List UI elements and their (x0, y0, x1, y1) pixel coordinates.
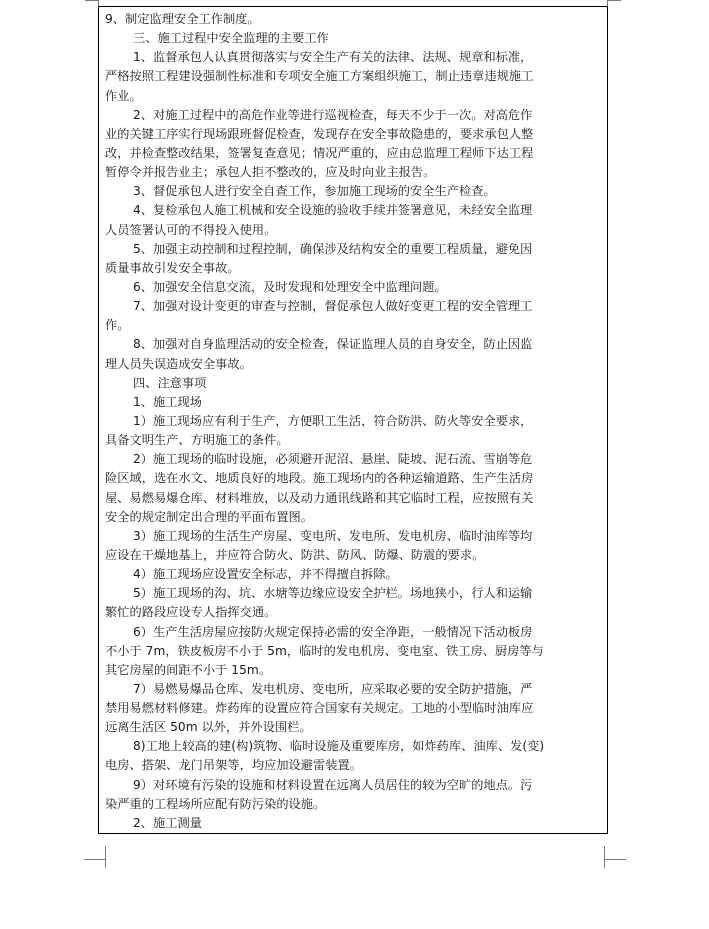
text-line: 6）生产生活房屋应按防火规定保持必需的安全净距，一般情况下活动板房 (133, 624, 533, 639)
text-line: 安全的规定制定出合理的平面布置图。 (105, 509, 314, 524)
text-line: 9）对环境有污染的设施和材料设置在远离人员居住的较为空旷的地点。污 (133, 777, 533, 792)
text-line: 8)工地上较高的建(构)筑物、临时设施及重要库房，如炸药库、油库、发(变) (133, 739, 545, 754)
text-line: 6、加强安全信息交流，及时发现和处理安全中监理问题。 (133, 279, 447, 294)
text-line: 1、施工现场 (133, 394, 202, 409)
text-line: 2、施工测量 (133, 815, 202, 830)
text-line: 5）施工现场的沟、坑、水塘等边缘应设安全护栏。场地狭小，行人和运输 (133, 586, 533, 601)
text-line: 险区域，选在水文、地质良好的地段。施工现场内的各种运输道路、生产生活房 (105, 471, 534, 486)
text-line: 四、注意事项 (133, 375, 207, 390)
text-line: 3）施工现场的生活生产房屋、变电所、发电所、发电机房、临时油库等均 (133, 528, 533, 543)
top-right-crop-mark (607, 0, 621, 14)
text-line: 三、施工过程中安全监理的主要工作 (133, 31, 329, 46)
text-line: 电房、搭架、龙门吊架等，均应加设避雷装置。 (105, 758, 362, 773)
text-line: 7、加强对设计变更的审查与控制，督促承包人做好变更工程的安全管理工 (133, 299, 533, 314)
text-line: 理人员失误造成安全事故。 (105, 356, 252, 371)
text-line: 作。 (105, 318, 130, 333)
text-line: 繁忙的路段应设专人指挥交通。 (105, 605, 277, 620)
text-line: 其它房屋的间距不小于 15m。 (105, 662, 272, 677)
text-line: 改，并检查整改结果，签署复查意见；情况严重的，应由总监理工程师下达工程 (105, 145, 534, 160)
text-line: 4、复检承包人施工机械和安全设施的验收手续并签署意见，未经安全监理 (133, 203, 533, 218)
text-line: 3、督促承包人进行安全自查工作，参加施工现场的安全生产检查。 (133, 184, 496, 199)
text-line: 严格按照工程建设强制性标准和专项安全施工方案组织施工，制止违章违规施工 (105, 69, 534, 84)
text-line: 作业。 (105, 88, 142, 103)
document-text-frame (98, 6, 608, 834)
text-line: 5、加强主动控制和过程控制，确保涉及结构安全的重要工程质量，避免因 (133, 241, 533, 256)
text-line: 屋、易燃易爆仓库、材料堆放，以及动力通讯线路和其它临时工程，应按照有关 (105, 490, 534, 505)
text-line: 不小于 7m，铁皮板房不小于 5m，临时的发电机房、变电室、铁工房、厨房等与 (105, 643, 544, 658)
bottom-left-crop-mark (84, 846, 106, 868)
text-line: 具备文明生产、方明施工的条件。 (105, 433, 289, 448)
text-line: 质量事故引发安全事故。 (105, 260, 240, 275)
text-line: 业的关键工序实行现场跟班督促检查，发现存在安全事故隐患的，要求承包人整 (105, 126, 534, 141)
text-line: 人员签署认可的不得投入使用。 (105, 222, 277, 237)
text-line: 染严重的工程场所应配有防污染的设施。 (105, 796, 326, 811)
text-line: 2）施工现场的临时设施，必须避开泥沼、悬崖、陡坡、泥石流、雪崩等危 (133, 452, 533, 467)
text-line: 4）施工现场应设置安全标志，并不得擅自拆除。 (133, 567, 398, 582)
text-line: 1、监督承包人认真贯彻落实与安全生产有关的法律、法规、规章和标准， (133, 50, 533, 65)
text-line: 1）施工现场应有利于生产，方便职工生活，符合防洪、防火等安全要求， (133, 413, 533, 428)
text-line: 应设在干燥地基上，并应符合防火、防洪、防风、防爆、防震的要求。 (105, 547, 485, 562)
bottom-right-crop-mark (604, 846, 626, 868)
text-line: 2、对施工过程中的高危作业等进行巡视检查，每天不少于一次。对高危作 (133, 107, 533, 122)
text-line: 7）易燃易爆品仓库、发电机房、变电所，应采取必要的安全防护措施，严 (133, 681, 533, 696)
text-line: 暂停令并报告业主；承包人拒不整改的，应及时向业主报告。 (105, 165, 436, 180)
text-line: 禁用易燃材料修建。炸药库的设置应符合国家有关规定。工地的小型临时油库应 (105, 701, 534, 716)
top-left-crop-mark (85, 0, 99, 14)
text-line: 远离生活区 50m 以外，并外设围栏。 (105, 720, 312, 735)
text-line: 9、制定监理安全工作制度。 (105, 12, 260, 26)
text-line: 8、加强对自身监理活动的安全检查，保证监理人员的自身安全，防止因监 (133, 337, 533, 352)
